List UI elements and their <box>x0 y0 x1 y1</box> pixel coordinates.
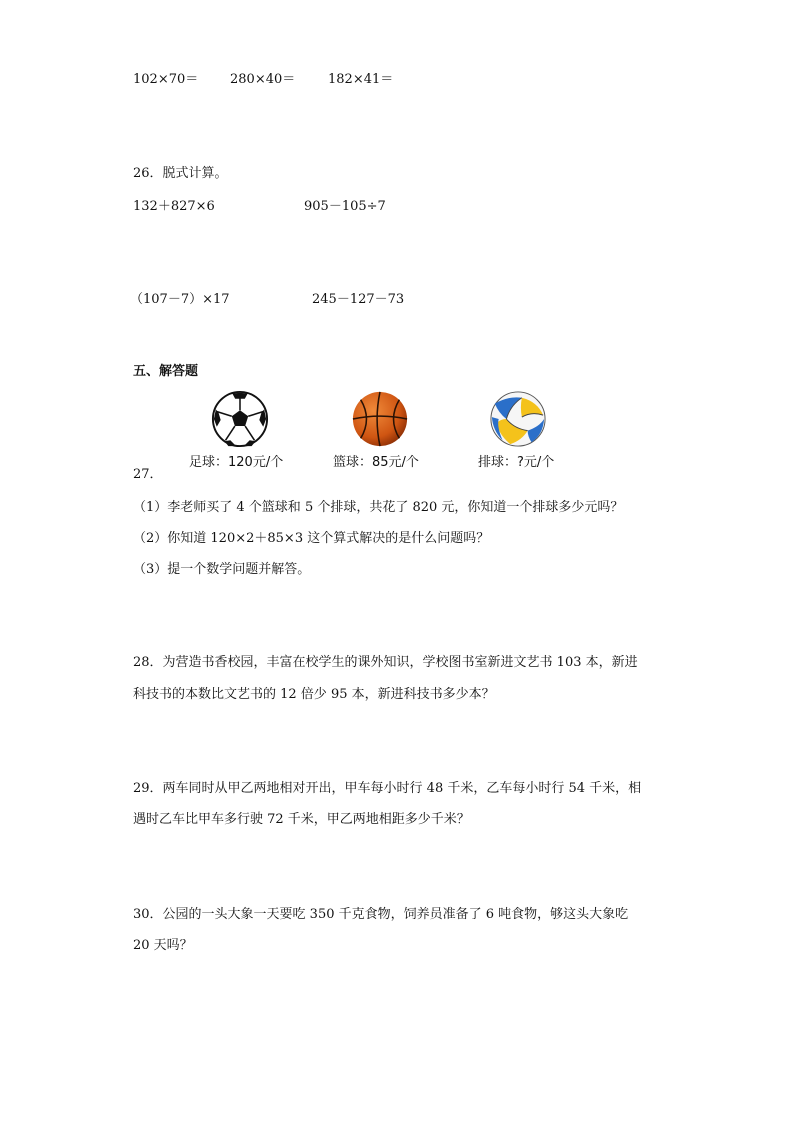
q26-prompt: 26．脱式计算。 <box>133 166 228 181</box>
q29-line1: 29．两车同时从甲乙两地相对开出，甲车每小时行 48 千米，乙车每小时行 54 千米，相 <box>133 781 642 796</box>
q28-line2: 科技书的本数比文艺书的 12 倍少 95 本，新进科技书多少本？ <box>133 687 495 702</box>
soccer-caption: 足球：120元/个 <box>189 455 284 470</box>
q26-expr-3: （107－7）×17 <box>130 292 230 307</box>
q25-item-1: 102×70＝ <box>133 72 199 87</box>
soccer-ball-icon <box>211 390 269 448</box>
q27-number: 27． <box>133 467 163 482</box>
q27-sub2: （2）你知道 120×2＋85×3 这个算式解决的是什么问题吗？ <box>133 531 490 546</box>
q26-expr-2: 905－105÷7 <box>304 199 386 214</box>
q28-line1: 28．为营造书香校园，丰富在校学生的课外知识，学校图书室新进文艺书 103 本，新进 <box>133 655 638 670</box>
q25-item-2: 280×40＝ <box>230 72 296 87</box>
q27-sub1: （1）李老师买了 4 个篮球和 5 个排球，共花了 820 元，你知道一个排球多少元吗？ <box>133 500 624 515</box>
q26-expr-4: 245－127－73 <box>312 292 405 307</box>
q25-item-3: 182×41＝ <box>328 72 394 87</box>
basketball-caption: 篮球：85元/个 <box>333 455 419 470</box>
volleyball-icon <box>489 390 547 448</box>
q27-sub3: （3）提一个数学问题并解答。 <box>133 562 311 577</box>
q30-line2: 20 天吗？ <box>133 938 193 953</box>
q29-line2: 遇时乙车比甲车多行驶 72 千米，甲乙两地相距多少千米？ <box>133 812 470 827</box>
q26-expr-1: 132＋827×6 <box>133 199 215 214</box>
volleyball-caption: 排球：?元/个 <box>478 455 555 470</box>
q30-line1: 30．公园的一头大象一天要吃 350 千克食物，饲养员准备了 6 吨食物，够这头大象吃 <box>133 907 629 922</box>
basketball-icon <box>351 390 409 448</box>
section-heading: 五、解答题 <box>133 364 199 379</box>
